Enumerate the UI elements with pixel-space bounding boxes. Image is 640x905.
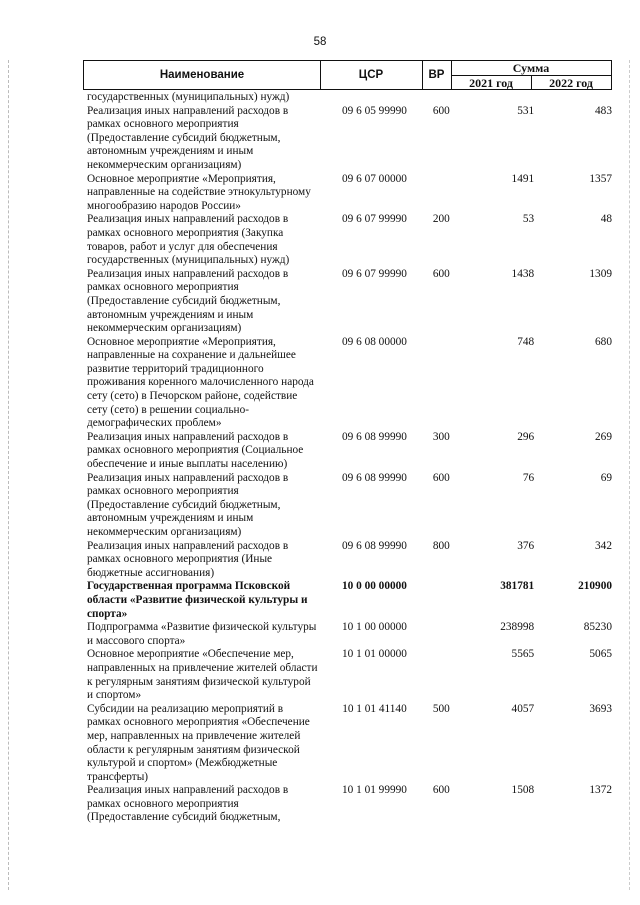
table-row [87,431,612,472]
cell-csr: 09 6 08 00000 [341,335,407,348]
header-csr: ЦСР [358,69,384,81]
cell-csr: 09 6 08 99990 [341,471,407,484]
cell-sum-2022: 5065 [589,648,612,661]
cell-vr: 600 [432,471,450,484]
cell-sum-2022: 210900 [578,580,612,593]
cell-sum-2022: 69 [600,471,612,484]
table-row [87,173,612,214]
cell-sum-2022: 3693 [589,702,612,715]
table-row [87,580,612,621]
cell-sum-2022: 680 [595,335,612,348]
cell-name: Субсидии на реализацию мероприятий в рамках основного мероприятия «Обеспечение мер, направленных на привлечение жителей области к регулярным занятиям физической культурой и спортом» (Межбюджетные трансферты) [87,702,310,783]
cell-sum-2021: 1508 [511,784,535,797]
header-sum: Сумма [512,61,550,75]
cell-sum-2021: 1491 [511,172,535,185]
table-header [83,60,612,90]
cell-name: Основное мероприятие «Мероприятия, направленные на сохранение и дальнейшее развитие территорий традиционного проживания коренного малочисленного народа сету (сето) в Печорском районе, содействие сету (сето) в решении социально-демографических проблем» [87,335,314,430]
cell-sum-2021: 376 [517,539,535,552]
cell-name: Основное мероприятие «Обеспечение мер, направленных на привлечение жителей области к регулярным занятиям физической культурой и спортом» [87,648,318,702]
table-row [87,336,612,431]
header-year-2021: 2021 год [469,76,513,90]
cell-sum-2022: 483 [595,104,612,117]
cell-vr: 800 [432,539,450,552]
cell-sum-2022: 1372 [589,784,612,797]
table-body [87,91,612,825]
page-number: 58 [313,36,327,48]
binding-edge-right [629,60,630,890]
cell-name: Реализация иных направлений расходов в рамках основного мероприятия (Предоставление субсидий бюджетным, автономным учреждениям и иным некоммерческим организациям) [87,267,289,335]
cell-sum-2022: 85230 [583,621,612,634]
cell-name: Подпрограмма «Развитие физической культуры и массового спорта» [87,621,317,647]
cell-sum-2021: 748 [517,335,535,348]
cell-csr: 10 1 01 41140 [342,702,407,715]
cell-sum-2021: 238998 [500,621,535,634]
cell-sum-2022: 269 [595,430,612,443]
cell-vr: 200 [432,213,450,226]
binding-edge [8,60,9,890]
cell-csr: 09 6 07 00000 [341,172,407,185]
cell-sum-2021: 76 [522,471,535,484]
cell-name: Реализация иных направлений расходов в рамках основного мероприятия (Предоставление субсидий бюджетным, [87,784,289,824]
table-row [87,472,612,540]
cell-csr: 10 1 00 00000 [341,621,407,634]
cell-vr: 600 [432,104,450,117]
cell-csr: 09 6 08 99990 [341,430,407,443]
cell-sum-2022: 342 [595,539,612,552]
cell-vr: 500 [432,702,450,715]
cell-name: Реализация иных направлений расходов в рамках основного мероприятия (Социальное обеспечение и иные выплаты населению) [87,430,304,471]
cell-name: Реализация иных направлений расходов в рамках основного мероприятия (Предоставление субсидий бюджетным, автономным учреждениям и иным некоммерческим организациям) [87,104,289,171]
table-row [87,648,612,702]
cell-csr: 09 6 07 99990 [341,267,407,280]
cell-sum-2022: 48 [600,213,612,226]
header-year-2022: 2022 год [549,76,593,90]
table-row [87,213,612,267]
cell-vr: 300 [432,430,450,443]
header-name: Наименование [159,69,245,81]
cell-vr: 600 [432,784,450,797]
cell-sum-2021: 4057 [511,702,535,715]
cell-sum-2021: 381781 [500,580,535,593]
header-vr: ВР [428,69,445,81]
cell-csr: 10 1 01 00000 [341,648,407,661]
cell-name: государственных (муниципальных) нужд) [87,91,290,103]
cell-sum-2021: 5565 [511,648,535,661]
cell-name: Реализация иных направлений расходов в рамках основного мероприятия (Закупка товаров, работ и услуг для обеспечения государственных (муниципальных) нужд) [87,213,290,267]
table-row [87,91,612,105]
cell-csr: 10 0 00 00000 [341,580,407,593]
cell-sum-2021: 296 [517,430,535,443]
cell-sum-2021: 531 [517,104,535,117]
table-row [87,784,612,825]
cell-vr: 600 [432,267,450,280]
cell-name: Реализация иных направлений расходов в рамках основного мероприятия (Предоставление субсидий бюджетным, автономным учреждениям и иным некоммерческим организациям) [87,471,289,538]
table-row [87,105,612,173]
cell-sum-2022: 1309 [589,267,612,280]
cell-csr: 09 6 07 99990 [341,213,407,226]
table-row [87,268,612,336]
cell-sum-2022: 1357 [589,172,612,185]
cell-name: Основное мероприятие «Мероприятия, направленные на содействие этнокультурному многообразию народов России» [87,172,311,212]
cell-name: Реализация иных направлений расходов в рамках основного мероприятия (Иные бюджетные ассигнования) [87,539,289,579]
table-row [87,621,612,648]
table-row [87,703,612,785]
cell-csr: 09 6 08 99990 [341,539,407,552]
cell-csr: 09 6 05 99990 [341,104,407,117]
cell-csr: 10 1 01 99990 [341,784,407,797]
table-row [87,540,612,581]
cell-sum-2021: 53 [522,213,535,226]
cell-sum-2021: 1438 [511,267,535,280]
cell-name: Государственная программа Псковской области «Развитие физической культуры и спорта» [87,580,308,620]
